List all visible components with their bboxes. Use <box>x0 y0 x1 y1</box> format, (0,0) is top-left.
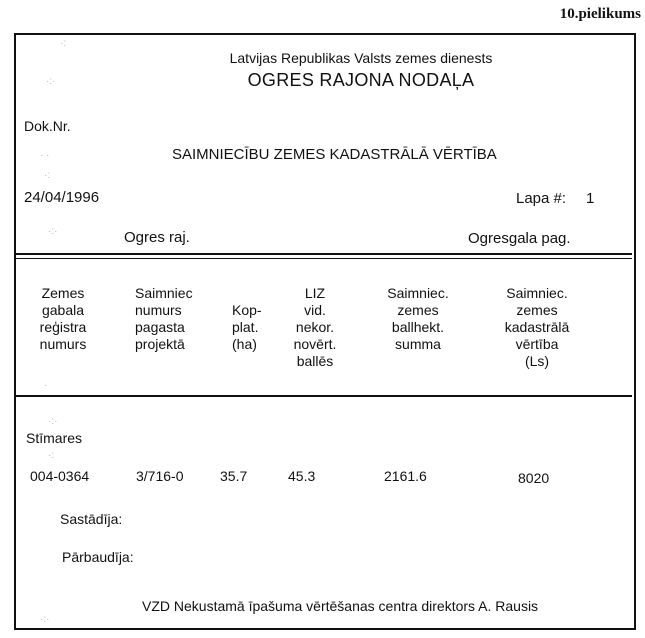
scan-speck: ·:· <box>48 416 58 427</box>
scan-speck: ·:· <box>46 76 56 87</box>
district-name: Ogres raj. <box>124 229 190 246</box>
column-header-line: vid. <box>304 302 326 318</box>
office-name: OGRES RAJONA NODAĻA <box>247 70 475 90</box>
column-header-line: zemes <box>516 302 558 318</box>
column-header-line: vērtība <box>515 336 559 352</box>
column-header-line: numurs <box>135 302 182 318</box>
scan-speck: ·:· <box>40 614 50 625</box>
column-header-line: projektā <box>135 336 185 352</box>
cell-ballhekt: 2161.6 <box>384 468 427 484</box>
column-header-line: ballhekt. <box>391 319 445 335</box>
farm-name: Stīmares <box>26 430 83 446</box>
column-header-value <box>488 285 586 370</box>
column-header-line: Kop- <box>232 302 262 318</box>
column-header-farm-number <box>135 285 193 353</box>
column-header-line: plat. <box>232 319 259 335</box>
column-header-area <box>232 302 262 353</box>
scan-speck: · · <box>40 150 50 161</box>
column-header-line: novērt. <box>293 336 337 352</box>
column-header-line: ballēs <box>296 353 334 369</box>
header-divider <box>16 253 632 259</box>
column-header-line: gabala <box>41 302 85 318</box>
column-header-line: Saimniec <box>135 285 193 301</box>
column-header-line: kadastrālā <box>504 319 570 335</box>
column-header-line: pagasta <box>135 319 185 335</box>
parish-name: Ogresgala pag. <box>468 230 571 247</box>
agency-name: Latvijas Republikas Valsts zemes dienests <box>229 50 493 66</box>
scan-speck: ·: <box>60 38 67 49</box>
doc-number-label: Dok.Nr. <box>24 118 71 134</box>
document-title: SAIMNIECĪBU ZEMES KADASTRĀLĀ VĒRTĪBA <box>172 146 497 163</box>
column-header-line: zemes <box>397 302 439 318</box>
column-header-line: Saimniec. <box>387 285 449 301</box>
checked-by-label: Pārbaudīja: <box>62 549 134 565</box>
page-number: 1 <box>586 190 595 207</box>
footer-signatory: VZD Nekustamā īpašuma vērtēšanas centra direktors A. Rausis <box>142 598 539 614</box>
column-header-line: nekor. <box>295 319 335 335</box>
column-header-line: numurs <box>39 336 87 352</box>
column-header-line: LIZ <box>304 285 326 301</box>
cell-value: 8020 <box>518 470 550 486</box>
scan-speck: ·:· <box>48 226 58 237</box>
cell-farm-number: 3/716-0 <box>136 468 184 484</box>
cell-liz: 45.3 <box>288 468 316 484</box>
column-header-line: Zemes <box>41 285 85 301</box>
cell-parcel-number: 004-0364 <box>30 468 90 484</box>
column-header-liz <box>282 285 348 370</box>
column-header-line: (Ls) <box>524 353 550 369</box>
appendix-label: 10.pielikums <box>559 6 641 22</box>
column-header-line: Saimniec. <box>506 285 568 301</box>
column-divider <box>16 395 632 397</box>
column-header-parcel <box>28 285 98 353</box>
scan-speck: ·: <box>48 450 55 461</box>
document-date: 24/04/1996 <box>24 189 100 206</box>
column-header-line: summa <box>395 336 441 352</box>
cell-area: 35.7 <box>220 468 248 484</box>
column-header-line: reģistra <box>39 319 87 335</box>
column-header-line: (ha) <box>232 336 257 352</box>
compiled-by-label: Sastādīja: <box>60 511 123 527</box>
scan-speck: · <box>44 380 48 391</box>
page-label: Lapa #: <box>516 190 567 207</box>
column-header-ballhekt <box>376 285 460 353</box>
scan-speck: ·: <box>44 170 51 181</box>
